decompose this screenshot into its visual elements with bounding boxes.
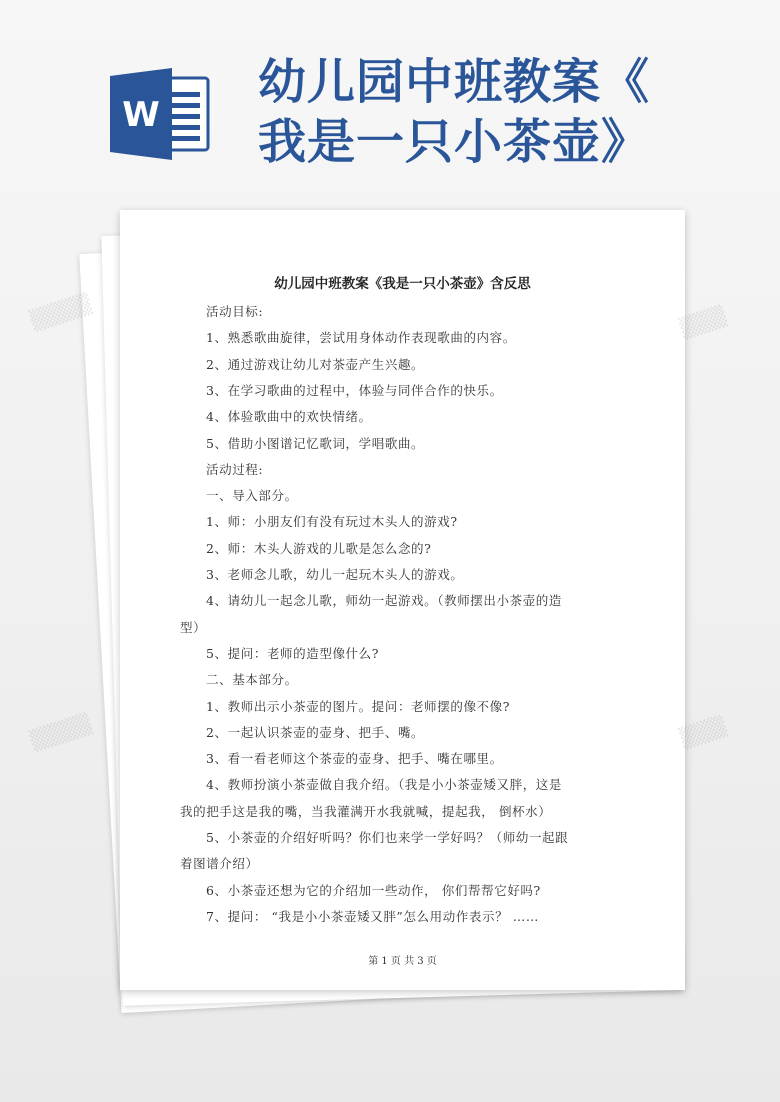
body-line: 5、提问：老师的造型像什么? [206, 645, 380, 661]
body-line: 3、看一看老师这个茶壶的壶身、把手、嘴在哪里。 [206, 751, 503, 767]
body-line: 型） [180, 619, 207, 635]
title-line-1: 幼儿园中班教案《 [258, 54, 651, 110]
body-line: 4、体验歌曲中的欢快情绪。 [206, 409, 372, 425]
body-line: 6、小茶壶还想为它的介绍加一些动作， 你们帮帮它好吗? [206, 882, 541, 898]
body-line: 二、基本部分。 [206, 672, 298, 688]
watermark: ▒▒▒▒ [27, 291, 94, 333]
body-line: 5、借助小图谱记忆歌词，学唱歌曲。 [206, 435, 425, 451]
body-line: 4、教师扮演小茶壶做自我介绍。（我是小小茶壶矮又胖，这是 [206, 777, 563, 793]
body-line: 2、师：木头人游戏的儿歌是怎么念的? [206, 540, 432, 556]
body-line: 3、在学习歌曲的过程中，体验与同伴合作的快乐。 [206, 382, 503, 398]
body-line: 3、老师念儿歌，幼儿一起玩木头人的游戏。 [206, 567, 464, 582]
title-line-2: 我是一只小茶壶》 [258, 114, 651, 170]
document-page [120, 210, 685, 990]
body-line: 活动过程: [206, 461, 264, 477]
body-line: 5、小茶壶的介绍好听吗？你们也来学一学好吗？（师幼一起跟 [206, 830, 569, 845]
body-line: 我的把手这是我的嘴，当我灌满开水我就喊，提起我， 倒杯水） [180, 803, 552, 819]
body-line: 着图谱介绍） [180, 856, 259, 872]
svg-text:W: W [122, 95, 160, 135]
body-line: 2、一起认识茶壶的壶身、把手、嘴。 [206, 724, 425, 740]
body-line: 2、通过游戏让幼儿对茶壶产生兴趣。 [206, 356, 425, 372]
word-document-icon [110, 68, 210, 160]
watermark: ▒▒▒▒ [27, 711, 94, 753]
body-line: 1、师：小朋友们有没有玩过木头人的游戏? [206, 514, 458, 530]
body-line: 1、教师出示小茶壶的图片。提问：老师摆的像不像? [206, 698, 511, 714]
body-line: 1、熟悉歌曲旋律，尝试用身体动作表现歌曲的内容。 [206, 330, 516, 346]
body-line: 7、提问： “我是小小茶壶矮又胖”怎么用动作表示？ …… [206, 908, 539, 924]
body-line: 4、请幼儿一起念儿歌，师幼一起游戏。（教师摆出小茶壶的造 [206, 593, 563, 609]
watermark: ▒▒▒ [677, 713, 729, 751]
document-title [258, 52, 768, 172]
page-heading: 幼儿园中班教案《我是一只小茶壶》含反思 [274, 276, 531, 292]
page-footer: 第 1 页 共 3 页 [368, 956, 437, 967]
body-line: 一、导入部分。 [206, 488, 298, 504]
watermark: ▒▒▒ [677, 303, 729, 341]
body-line: 活动目标: [206, 304, 264, 319]
